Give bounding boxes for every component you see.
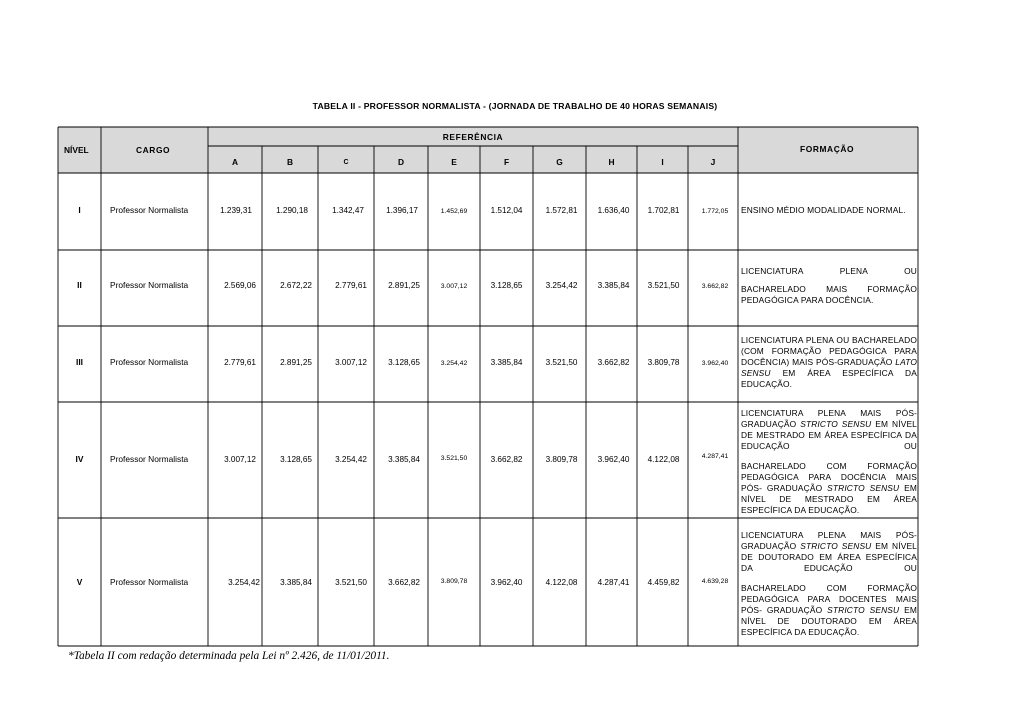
value-cell: 2.672,22	[280, 281, 312, 290]
formacao-paragraph	[741, 408, 917, 452]
value-cell: 3.809,78	[647, 358, 680, 367]
value-cell: 2.779,61	[224, 358, 256, 367]
value-cell: 4.459,82	[647, 578, 680, 587]
value-cell: 3.254,42	[228, 578, 260, 587]
value-cell: 3.662,82	[701, 283, 729, 290]
value-cell: 3.962,40	[701, 360, 729, 367]
value-cell: 3.128,65	[490, 281, 523, 290]
ref-header-a: A	[231, 157, 239, 167]
row-cargo: Professor Normalista	[110, 280, 189, 290]
footnote: *Tabela II com redação determinada pela Lei nº 2.426, de 11/01/2011.	[68, 650, 390, 662]
formacao-line: LICENCIATURA PLENA OU	[741, 266, 917, 276]
formacao-line: BACHARELADO MAIS FORMAÇÃO PEDAGÓGICA PARA DOCÊNCIA.	[741, 284, 917, 305]
value-cell: 1.636,40	[597, 206, 630, 215]
value-cell: 1.702,81	[647, 206, 680, 215]
ref-header-h: H	[608, 157, 615, 167]
header-formacao: FORMAÇÃO	[800, 144, 855, 154]
value-cell: 2.779,61	[335, 281, 367, 290]
value-cell: 3.128,65	[280, 455, 312, 464]
row-cargo: Professor Normalista	[110, 205, 189, 215]
value-cell: 2.569,06	[224, 281, 256, 290]
value-cell: 1.290,18	[276, 206, 308, 215]
formacao-segment: LICENCIATURA PLENA OU BACHARELADO (COM FORMAÇÃO PEDAGÓGICA PARA DOCÊNCIA) MAIS PÓS-GRADUAÇÃO	[741, 335, 917, 367]
formacao-paragraph	[741, 461, 917, 516]
value-cell: 1.396,17	[386, 206, 418, 215]
ref-header-e: E	[451, 157, 457, 167]
formacao-italic: STRICTO SENSU	[800, 541, 872, 551]
value-cell: 1.342,47	[332, 206, 364, 215]
value-cell: 2.891,25	[388, 281, 420, 290]
ref-header-d: D	[397, 157, 405, 167]
value-cell: 3.662,82	[597, 358, 630, 367]
value-cell: 1.772,05	[701, 208, 729, 215]
formacao-segment: BACHARELADO COM FORMAÇÃO PEDAGÓGICA PARA DOCENTES MAIS PÓS- GRADUAÇÃO	[741, 583, 917, 615]
formacao-text	[741, 408, 917, 516]
ref-header-i: I	[661, 157, 664, 167]
formacao-italic: STRICTO SENSU	[800, 419, 872, 429]
value-cell: 3.809,78	[545, 455, 578, 464]
formacao-segment: LICENCIATURA PLENA MAIS PÓS-GRADUAÇÃO	[741, 408, 917, 429]
value-cell: 3.962,40	[490, 578, 523, 587]
value-cell: 3.962,40	[597, 455, 630, 464]
row-cargo: Professor Normalista	[110, 454, 189, 464]
header-cargo: CARGO	[136, 145, 171, 155]
formacao-paragraph	[741, 583, 917, 638]
formacao-paragraph	[741, 335, 917, 390]
value-cell: 3.385,84	[597, 281, 630, 290]
ref-header-b: B	[286, 157, 294, 167]
value-cell: 3.254,42	[335, 455, 367, 464]
value-cell: 2.891,25	[280, 358, 312, 367]
ref-header-c: C	[343, 159, 349, 166]
table-title: TABELA II - PROFESSOR NORMALISTA - (JORNADA DE TRABALHO DE 40 HORAS SEMANAIS)	[312, 101, 718, 111]
row-cargo: Professor Normalista	[110, 577, 189, 587]
value-cell: 3.007,12	[440, 283, 468, 290]
formacao-segment: EM ÁREA ESPECÍFICA DA EDUCAÇÃO.	[741, 368, 917, 389]
formacao-italic: STRICTO SENSU	[827, 483, 900, 493]
ref-header-j: J	[710, 157, 716, 167]
value-cell: 1.512,04	[490, 206, 523, 215]
row-nivel: II	[77, 280, 82, 290]
formacao-segment: EM NÍVEL DE MESTRADO EM ÁREA ESPECÍFICA DA EDUCAÇÃO.	[741, 483, 917, 515]
value-cell: 4.122,08	[647, 455, 680, 464]
formacao-text	[741, 266, 917, 306]
value-cell: 3.809,78	[440, 578, 468, 585]
formacao-line: ENSINO MÉDIO MODALIDADE NORMAL.	[741, 205, 906, 215]
value-cell: 3.254,42	[545, 281, 578, 290]
value-cell: 3.521,50	[440, 455, 468, 462]
formacao-segment: BACHARELADO COM FORMAÇÃO PEDAGÓGICA PARA DOCÊNCIA MAIS PÓS- GRADUAÇÃO	[741, 461, 917, 493]
row-nivel: IV	[75, 454, 84, 464]
value-cell: 3.385,84	[280, 578, 312, 587]
value-cell: 3.662,82	[490, 455, 523, 464]
value-cell: 3.385,84	[490, 358, 523, 367]
value-cell: 4.639,28	[701, 578, 729, 585]
formacao-text	[741, 335, 917, 390]
row-nivel: I	[78, 205, 81, 215]
value-cell: 1.572,81	[545, 206, 578, 215]
value-cell: 3.007,12	[224, 455, 256, 464]
value-cell: 3.521,50	[647, 281, 680, 290]
formacao-paragraph	[741, 530, 917, 574]
value-cell: 1.452,69	[440, 208, 468, 215]
header-referencia: REFERÊNCIA	[442, 132, 504, 142]
formacao-italic: STRICTO SENSU	[827, 605, 900, 615]
ref-header-g: G	[556, 157, 563, 167]
value-cell: 1.239,31	[220, 206, 252, 215]
row-nivel: III	[76, 357, 83, 367]
formacao-segment: EM NÍVEL DE DOUTORADO EM ÁREA ESPECÍFICA DA EDUCAÇÃO.	[741, 605, 917, 637]
ref-header-f: F	[503, 157, 510, 167]
value-cell: 4.122,08	[545, 578, 578, 587]
formacao-italic: LATO SENSU	[741, 357, 917, 378]
value-cell: 3.385,84	[388, 455, 420, 464]
row-nivel: V	[76, 577, 83, 587]
value-cell: 4.287,41	[701, 453, 729, 460]
formacao-text	[741, 205, 917, 216]
value-cell: 3.007,12	[335, 358, 367, 367]
value-cell: 3.254,42	[440, 360, 468, 367]
header-nivel: NÍVEL	[64, 145, 89, 155]
value-cell: 3.521,50	[335, 578, 367, 587]
row-cargo: Professor Normalista	[110, 357, 189, 367]
formacao-segment: EM NÍVEL DE DOUTORADO EM ÁREA ESPECÍFICA DA EDUCAÇÃO OU	[741, 541, 917, 573]
value-cell: 4.287,41	[597, 578, 630, 587]
value-cell: 3.662,82	[388, 578, 420, 587]
value-cell: 3.521,50	[545, 358, 578, 367]
formacao-text	[741, 530, 917, 638]
formacao-segment: LICENCIATURA PLENA MAIS PÓS-GRADUAÇÃO	[741, 530, 917, 551]
value-cell: 3.128,65	[388, 358, 420, 367]
formacao-segment: EM NÍVEL DE MESTRADO EM ÁREA ESPECÍFICA DA EDUCAÇÃO OU	[741, 419, 917, 451]
